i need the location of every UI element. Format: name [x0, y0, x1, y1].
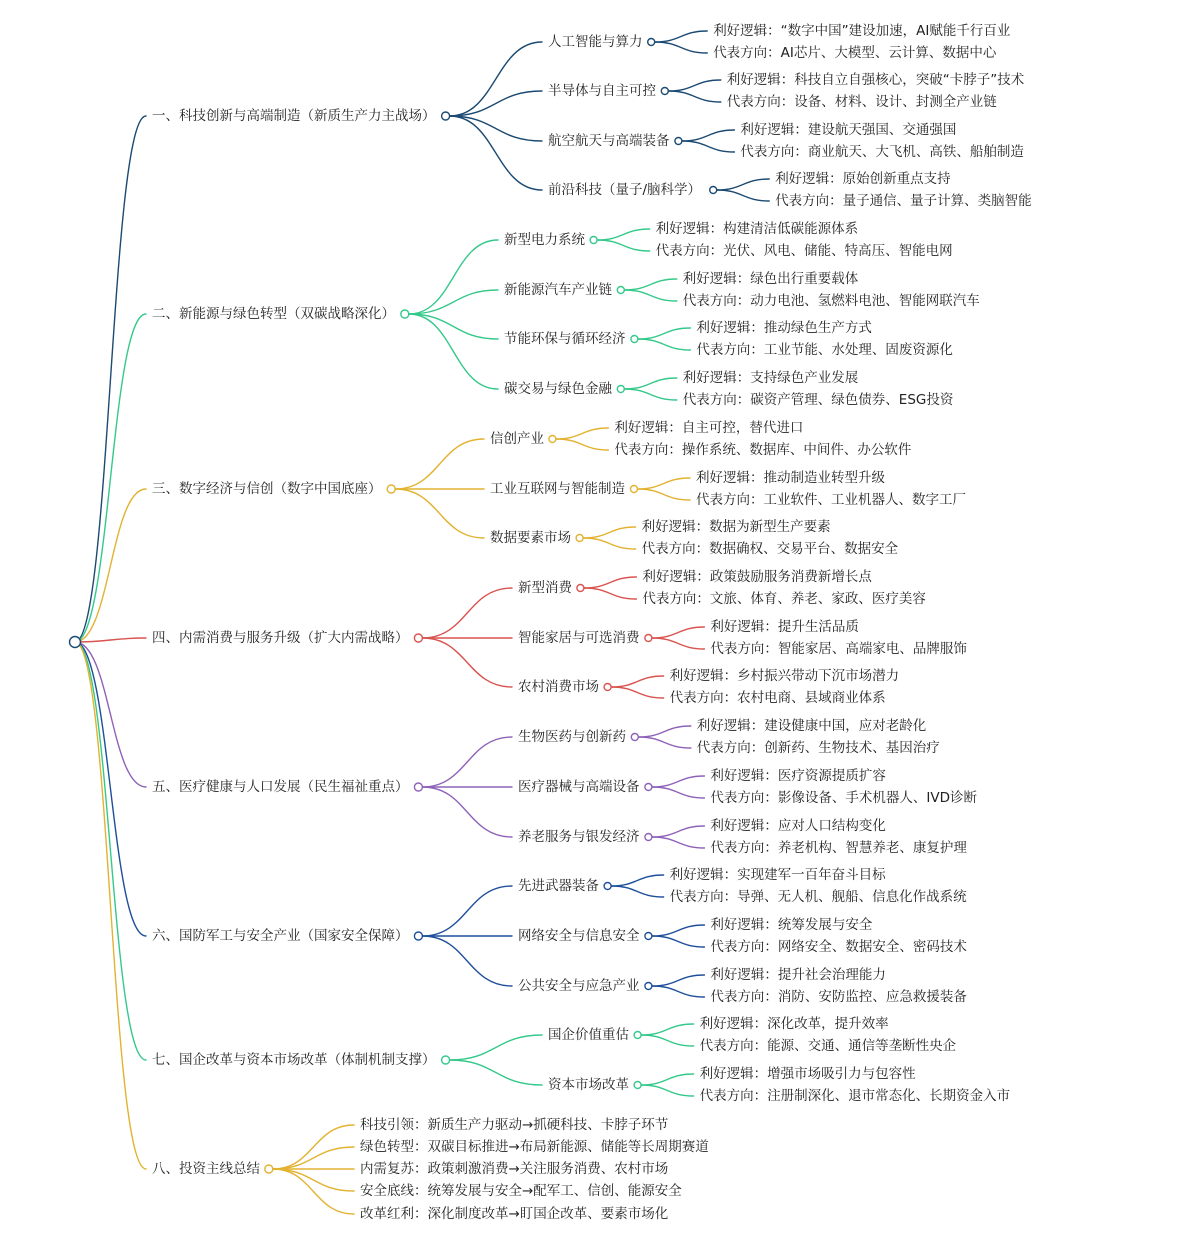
root-node[interactable] — [70, 637, 81, 648]
branch-label: 七、国企改革与资本市场改革（体制机制支撑） — [152, 1052, 436, 1068]
child-label: 智能家居与可选消费 — [518, 630, 640, 646]
child-link — [422, 588, 512, 638]
leaf-link — [668, 80, 721, 91]
child-link — [422, 638, 512, 687]
leaf-link — [652, 787, 705, 798]
leaf-link — [624, 279, 677, 290]
leaf-link — [652, 925, 705, 936]
child-toggle-dot[interactable] — [631, 486, 638, 493]
child-label: 网络安全与信息安全 — [518, 928, 640, 944]
branch-toggle-dot[interactable] — [414, 783, 422, 791]
leaf-link — [682, 130, 735, 141]
child-toggle-dot[interactable] — [648, 39, 655, 46]
child-link — [273, 1169, 354, 1191]
leaf-label: 利好逻辑：实现建军一百年奋斗目标 — [669, 867, 886, 883]
child-toggle-dot[interactable] — [631, 734, 638, 741]
child-label: 绿色转型：双碳目标推进→布局新能源、储能等长周期赛道 — [360, 1139, 709, 1155]
leaf-label: 代表方向：导弹、无人机、舰船、信息化作战系统 — [669, 889, 967, 905]
child-label: 公共安全与应急产业 — [518, 978, 640, 994]
leaf-link — [597, 240, 650, 251]
leaf-link — [652, 986, 705, 997]
leaf-label: 代表方向：创新药、生物技术、基因治疗 — [696, 740, 940, 756]
child-toggle-dot[interactable] — [645, 635, 652, 642]
branch-link — [75, 638, 146, 642]
leaf-label: 代表方向：光伏、风电、储能、特高压、智能电网 — [655, 243, 953, 259]
leaf-label: 代表方向：网络安全、数据安全、密码技术 — [710, 939, 967, 955]
child-link — [409, 240, 498, 314]
leaf-link — [584, 588, 637, 599]
child-label: 农村消费市场 — [518, 679, 599, 695]
leaf-link — [668, 91, 721, 102]
child-toggle-dot[interactable] — [634, 1082, 641, 1089]
child-link — [273, 1147, 354, 1169]
leaf-label: 代表方向：智能家居、高端家电、品牌服饰 — [710, 641, 967, 657]
child-link — [422, 936, 512, 986]
branch-label: 四、内需消费与服务升级（扩大内需战略） — [152, 630, 409, 646]
leaf-label: 利好逻辑：推动绿色生产方式 — [696, 320, 872, 336]
leaf-link — [641, 1035, 694, 1046]
child-toggle-dot[interactable] — [710, 187, 717, 194]
leaf-label: 代表方向：农村电商、县域商业体系 — [669, 690, 886, 706]
leaf-label: 利好逻辑：增强市场吸引力与包容性 — [699, 1066, 916, 1082]
child-label: 新型电力系统 — [504, 232, 585, 248]
leaf-link — [611, 687, 664, 698]
child-label: 前沿科技（量子/脑科学） — [548, 182, 702, 198]
child-toggle-dot[interactable] — [617, 287, 624, 294]
leaf-link — [611, 676, 664, 687]
child-label: 先进武器装备 — [518, 878, 599, 894]
leaf-link — [597, 229, 650, 240]
child-link — [450, 91, 542, 116]
child-toggle-dot[interactable] — [631, 336, 638, 343]
child-label: 工业互联网与智能制造 — [490, 481, 625, 497]
leaf-link — [652, 936, 705, 947]
child-link — [409, 314, 498, 339]
leaf-label: 利好逻辑：应对人口结构变化 — [710, 818, 886, 834]
branch-toggle-dot[interactable] — [414, 634, 422, 642]
leaf-link — [652, 638, 705, 649]
child-label: 内需复苏：政策刺激消费→关注服务消费、农村市场 — [360, 1161, 669, 1177]
child-label: 资本市场改革 — [548, 1077, 629, 1093]
child-toggle-dot[interactable] — [645, 983, 652, 990]
leaf-link — [611, 886, 664, 897]
leaf-label: 代表方向：数据确权、交易平台、数据安全 — [641, 541, 899, 557]
leaf-label: 利好逻辑：自主可控，替代进口 — [614, 420, 804, 436]
leaf-label: 代表方向：养老机构、智慧养老、康复护理 — [710, 840, 967, 856]
child-toggle-dot[interactable] — [604, 684, 611, 691]
leaf-label: 利好逻辑：科技自立自强核心，突破“卡脖子”技术 — [726, 72, 1025, 88]
child-toggle-dot[interactable] — [590, 237, 597, 244]
leaf-label: 利好逻辑：建设健康中国，应对老龄化 — [696, 718, 927, 734]
leaf-link — [717, 190, 770, 201]
branch-link — [75, 314, 146, 642]
leaf-label: 利好逻辑：建设航天强国、交通强国 — [740, 122, 957, 138]
leaf-label: 利好逻辑：医疗资源提质扩容 — [710, 768, 886, 784]
branch-label: 五、医疗健康与人口发展（民生福祉重点） — [152, 779, 409, 795]
leaf-link — [641, 1024, 694, 1035]
child-link — [450, 1060, 542, 1085]
child-link — [409, 290, 498, 314]
leaf-label: 代表方向：文旅、体育、养老、家政、医疗美容 — [642, 591, 926, 607]
child-label: 新型消费 — [518, 580, 572, 596]
leaf-link — [652, 837, 705, 848]
child-label: 人工智能与算力 — [548, 34, 643, 50]
child-link — [422, 886, 512, 936]
leaf-link — [624, 378, 677, 389]
leaf-label: 代表方向：商业航天、大飞机、高铁、船舶制造 — [740, 144, 1024, 160]
child-label: 节能环保与循环经济 — [504, 331, 626, 347]
leaf-link — [584, 577, 637, 588]
branch-link — [75, 642, 146, 936]
child-link — [450, 1035, 542, 1060]
leaf-label: 代表方向：工业节能、水处理、固废资源化 — [696, 342, 953, 358]
leaf-label: 利好逻辑：乡村振兴带动下沉市场潜力 — [669, 668, 900, 684]
child-toggle-dot[interactable] — [675, 138, 682, 145]
child-link — [409, 314, 498, 389]
branch-link — [75, 642, 146, 1169]
child-toggle-dot[interactable] — [549, 436, 556, 443]
child-label: 数据要素市场 — [490, 530, 571, 546]
child-label: 改革红利：深化制度改革→盯国企改革、要素市场化 — [360, 1206, 669, 1222]
leaf-label: 代表方向：AI芯片、大模型、云计算、数据中心 — [713, 45, 997, 61]
leaf-label: 利好逻辑：提升生活品质 — [710, 619, 859, 635]
leaf-label: 利好逻辑：提升社会治理能力 — [710, 967, 886, 983]
child-label: 医疗器械与高端设备 — [518, 779, 640, 795]
child-link — [273, 1169, 354, 1214]
leaf-label: 代表方向：设备、材料、设计、封测全产业链 — [726, 94, 997, 110]
leaf-label: 代表方向：注册制深化、退市常态化、长期资金入市 — [699, 1088, 1011, 1104]
child-link — [422, 737, 512, 787]
leaf-label: 利好逻辑：“数字中国”建设加速，AI赋能千行百业 — [713, 23, 1011, 39]
leaf-link — [638, 489, 691, 500]
child-toggle-dot[interactable] — [577, 585, 584, 592]
leaf-label: 利好逻辑：政策鼓励服务消费新增长点 — [642, 569, 872, 585]
branch-label: 三、数字经济与信创（数字中国底座） — [152, 481, 382, 497]
branch-label: 八、投资主线总结 — [152, 1161, 260, 1177]
branch-toggle-dot[interactable] — [265, 1165, 273, 1173]
leaf-link — [624, 290, 677, 301]
leaf-label: 利好逻辑：绿色出行重要载体 — [682, 271, 859, 287]
branch-link — [75, 489, 146, 642]
leaf-link — [583, 527, 636, 538]
child-label: 养老服务与银发经济 — [518, 829, 640, 845]
child-label: 信创产业 — [490, 431, 544, 447]
leaf-link — [717, 179, 770, 190]
child-label: 航空航天与高端装备 — [548, 133, 670, 149]
child-toggle-dot[interactable] — [645, 784, 652, 791]
leaf-link — [638, 339, 691, 350]
leaf-label: 利好逻辑：深化改革，提升效率 — [699, 1016, 889, 1032]
leaf-label: 代表方向：碳资产管理、绿色债券、ESG投资 — [682, 392, 954, 408]
leaf-label: 代表方向：影像设备、手术机器人、IVD诊断 — [710, 790, 978, 806]
child-toggle-dot[interactable] — [604, 883, 611, 890]
branch-link — [75, 642, 146, 787]
leaf-link — [652, 975, 705, 986]
leaf-label: 代表方向：量子通信、量子计算、类脑智能 — [775, 193, 1032, 209]
child-toggle-dot[interactable] — [617, 386, 624, 393]
leaf-link — [655, 42, 708, 53]
child-toggle-dot[interactable] — [645, 834, 652, 841]
child-label: 新能源汽车产业链 — [504, 282, 612, 298]
leaf-link — [638, 328, 691, 339]
child-label: 生物医药与创新药 — [518, 729, 626, 745]
leaf-link — [624, 389, 677, 400]
child-label: 碳交易与绿色金融 — [504, 381, 612, 397]
leaf-link — [638, 737, 691, 748]
child-link — [273, 1125, 354, 1169]
leaf-link — [655, 31, 708, 42]
leaf-link — [638, 726, 691, 737]
mindmap-links — [75, 31, 769, 1214]
leaf-link — [682, 141, 735, 152]
leaf-link — [641, 1085, 694, 1096]
leaf-label: 代表方向：操作系统、数据库、中间件、办公软件 — [614, 442, 912, 458]
leaf-label: 代表方向：工业软件、工业机器人、数字工厂 — [696, 492, 966, 508]
child-label: 安全底线：统筹发展与安全→配军工、信创、能源安全 — [360, 1183, 682, 1199]
leaf-link — [638, 478, 691, 489]
leaf-label: 利好逻辑：数据为新型生产要素 — [641, 519, 831, 535]
leaf-link — [652, 776, 705, 787]
child-link — [395, 489, 484, 538]
branch-toggle-dot[interactable] — [414, 932, 422, 940]
leaf-label: 利好逻辑：原始创新重点支持 — [775, 171, 951, 187]
leaf-label: 利好逻辑：统筹发展与安全 — [710, 917, 873, 933]
branch-label: 一、科技创新与高端制造（新质生产力主战场） — [152, 108, 436, 124]
child-label: 国企价值重估 — [548, 1027, 629, 1043]
child-toggle-dot[interactable] — [645, 933, 652, 940]
branch-toggle-dot[interactable] — [401, 310, 409, 318]
child-link — [450, 42, 542, 116]
leaf-link — [556, 428, 609, 439]
leaf-label: 代表方向：消防、安防监控、应急救援装备 — [710, 989, 967, 1005]
leaf-label: 利好逻辑：支持绿色产业发展 — [682, 370, 859, 386]
child-link — [450, 116, 542, 141]
child-link — [422, 787, 512, 837]
leaf-label: 代表方向：动力电池、氢燃料电池、智能网联汽车 — [682, 293, 980, 309]
mindmap-nodes — [70, 22, 1032, 1222]
branch-link — [75, 642, 146, 1060]
child-link — [450, 116, 542, 190]
branch-toggle-dot[interactable] — [442, 1056, 450, 1064]
child-label: 科技引领：新质生产力驱动→抓硬科技、卡脖子环节 — [360, 1117, 669, 1133]
leaf-link — [641, 1074, 694, 1085]
leaf-link — [583, 538, 636, 549]
child-label: 半导体与自主可控 — [548, 83, 656, 99]
child-toggle-dot[interactable] — [661, 88, 668, 95]
leaf-label: 代表方向：能源、交通、通信等垄断性央企 — [699, 1038, 957, 1054]
leaf-link — [652, 826, 705, 837]
child-toggle-dot[interactable] — [576, 535, 583, 542]
leaf-link — [652, 627, 705, 638]
branch-toggle-dot[interactable] — [387, 485, 395, 493]
child-link — [395, 439, 484, 489]
leaf-label: 利好逻辑：推动制造业转型升级 — [696, 470, 885, 486]
branch-label: 二、新能源与绿色转型（双碳战略深化） — [152, 306, 395, 322]
leaf-label: 利好逻辑：构建清洁低碳能源体系 — [655, 221, 859, 237]
branch-toggle-dot[interactable] — [442, 112, 450, 120]
child-toggle-dot[interactable] — [634, 1032, 641, 1039]
leaf-link — [556, 439, 609, 450]
leaf-link — [611, 875, 664, 886]
branch-label: 六、国防军工与安全产业（国家安全保障） — [152, 928, 409, 944]
